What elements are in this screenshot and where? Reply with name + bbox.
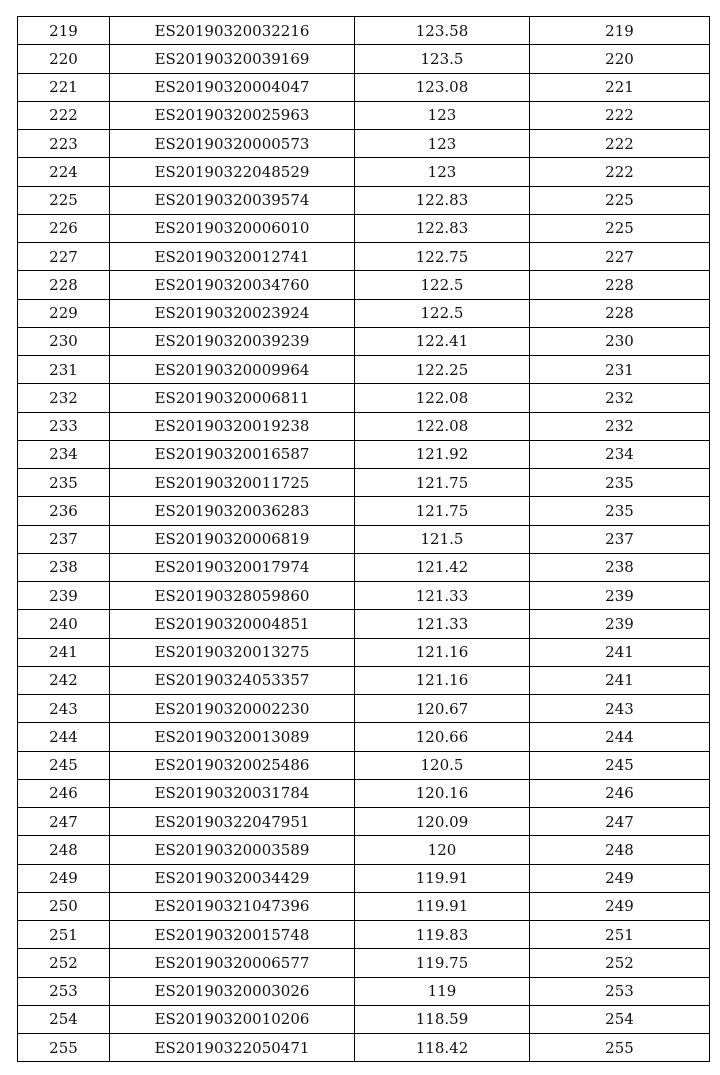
table-row (18, 412, 710, 440)
table-row (18, 356, 710, 384)
registration-number-cell: ES20190320034429 (110, 864, 355, 892)
registration-number-cell: ES20190320023924 (110, 299, 355, 327)
table-row (18, 299, 710, 327)
registration-number-cell: ES20190320013275 (110, 638, 355, 666)
serial-number-cell: 251 (18, 921, 110, 949)
score-cell: 123.08 (355, 73, 530, 101)
rank-cell: 222 (530, 130, 710, 158)
score-cell: 120.16 (355, 779, 530, 807)
rank-cell: 248 (530, 836, 710, 864)
registration-number-cell: ES20190322047951 (110, 808, 355, 836)
rank-cell: 227 (530, 243, 710, 271)
table-row (18, 921, 710, 949)
rank-cell: 222 (530, 101, 710, 129)
score-cell: 123 (355, 130, 530, 158)
registration-number-cell: ES20190320003589 (110, 836, 355, 864)
serial-number-cell: 250 (18, 892, 110, 920)
table-body (18, 17, 710, 1062)
serial-number-cell: 225 (18, 186, 110, 214)
serial-number-cell: 255 (18, 1034, 110, 1062)
score-cell: 118.42 (355, 1034, 530, 1062)
registration-number-cell: ES20190321047396 (110, 892, 355, 920)
serial-number-cell: 240 (18, 610, 110, 638)
rank-cell: 225 (530, 214, 710, 242)
serial-number-cell: 235 (18, 469, 110, 497)
rank-cell: 249 (530, 864, 710, 892)
rank-cell: 228 (530, 299, 710, 327)
table-row (18, 977, 710, 1005)
score-cell: 119.75 (355, 949, 530, 977)
table-row (18, 582, 710, 610)
score-cell: 121.75 (355, 469, 530, 497)
registration-number-cell: ES20190324053357 (110, 666, 355, 694)
rank-cell: 255 (530, 1034, 710, 1062)
registration-number-cell: ES20190320000573 (110, 130, 355, 158)
table-row (18, 243, 710, 271)
score-cell: 121.92 (355, 440, 530, 468)
registration-number-cell: ES20190320015748 (110, 921, 355, 949)
serial-number-cell: 247 (18, 808, 110, 836)
registration-number-cell: ES20190320039574 (110, 186, 355, 214)
serial-number-cell: 234 (18, 440, 110, 468)
score-cell: 122.5 (355, 299, 530, 327)
rank-cell: 232 (530, 384, 710, 412)
table-row (18, 892, 710, 920)
serial-number-cell: 231 (18, 356, 110, 384)
registration-number-cell: ES20190320016587 (110, 440, 355, 468)
score-cell: 123 (355, 158, 530, 186)
score-cell: 119.83 (355, 921, 530, 949)
rank-cell: 245 (530, 751, 710, 779)
table-row (18, 497, 710, 525)
rank-cell: 234 (530, 440, 710, 468)
rank-cell: 230 (530, 327, 710, 355)
registration-number-cell: ES20190328059860 (110, 582, 355, 610)
serial-number-cell: 227 (18, 243, 110, 271)
score-cell: 122.25 (355, 356, 530, 384)
score-cell: 119.91 (355, 892, 530, 920)
table-row (18, 214, 710, 242)
score-cell: 121.42 (355, 553, 530, 581)
registration-number-cell: ES20190320017974 (110, 553, 355, 581)
table-row (18, 101, 710, 129)
rank-cell: 231 (530, 356, 710, 384)
serial-number-cell: 238 (18, 553, 110, 581)
registration-number-cell: ES20190320002230 (110, 695, 355, 723)
score-cell: 119.91 (355, 864, 530, 892)
score-cell: 120.5 (355, 751, 530, 779)
table-row (18, 864, 710, 892)
registration-number-cell: ES20190320004851 (110, 610, 355, 638)
score-cell: 122.08 (355, 412, 530, 440)
table-row (18, 186, 710, 214)
rank-cell: 244 (530, 723, 710, 751)
table-row (18, 553, 710, 581)
results-table (17, 16, 710, 1062)
table-row (18, 384, 710, 412)
rank-cell: 252 (530, 949, 710, 977)
rank-cell: 222 (530, 158, 710, 186)
registration-number-cell: ES20190320034760 (110, 271, 355, 299)
rank-cell: 243 (530, 695, 710, 723)
score-cell: 120.67 (355, 695, 530, 723)
table-row (18, 695, 710, 723)
score-cell: 122.83 (355, 214, 530, 242)
registration-number-cell: ES20190320006819 (110, 525, 355, 553)
table-row (18, 610, 710, 638)
score-cell: 123.58 (355, 17, 530, 45)
table-row (18, 45, 710, 73)
rank-cell: 239 (530, 582, 710, 610)
table-row (18, 440, 710, 468)
registration-number-cell: ES20190320036283 (110, 497, 355, 525)
registration-number-cell: ES20190320004047 (110, 73, 355, 101)
serial-number-cell: 241 (18, 638, 110, 666)
rank-cell: 253 (530, 977, 710, 1005)
score-cell: 122.41 (355, 327, 530, 355)
score-cell: 121.75 (355, 497, 530, 525)
serial-number-cell: 228 (18, 271, 110, 299)
rank-cell: 219 (530, 17, 710, 45)
registration-number-cell: ES20190320025963 (110, 101, 355, 129)
serial-number-cell: 239 (18, 582, 110, 610)
serial-number-cell: 226 (18, 214, 110, 242)
rank-cell: 235 (530, 469, 710, 497)
table-row (18, 271, 710, 299)
rank-cell: 237 (530, 525, 710, 553)
score-cell: 120.09 (355, 808, 530, 836)
registration-number-cell: ES20190320006010 (110, 214, 355, 242)
serial-number-cell: 232 (18, 384, 110, 412)
score-cell: 122.5 (355, 271, 530, 299)
table-row (18, 723, 710, 751)
serial-number-cell: 246 (18, 779, 110, 807)
score-cell: 121.5 (355, 525, 530, 553)
rank-cell: 239 (530, 610, 710, 638)
registration-number-cell: ES20190320013089 (110, 723, 355, 751)
registration-number-cell: ES20190322048529 (110, 158, 355, 186)
rank-cell: 246 (530, 779, 710, 807)
registration-number-cell: ES20190320006811 (110, 384, 355, 412)
serial-number-cell: 243 (18, 695, 110, 723)
table-row (18, 779, 710, 807)
rank-cell: 241 (530, 638, 710, 666)
rank-cell: 249 (530, 892, 710, 920)
score-cell: 123.5 (355, 45, 530, 73)
rank-cell: 235 (530, 497, 710, 525)
registration-number-cell: ES20190320009964 (110, 356, 355, 384)
score-cell: 123 (355, 101, 530, 129)
table-row (18, 1005, 710, 1033)
score-cell: 122.75 (355, 243, 530, 271)
registration-number-cell: ES20190320039239 (110, 327, 355, 355)
table-row (18, 638, 710, 666)
registration-number-cell: ES20190320019238 (110, 412, 355, 440)
serial-number-cell: 233 (18, 412, 110, 440)
score-cell: 118.59 (355, 1005, 530, 1033)
table-row (18, 469, 710, 497)
registration-number-cell: ES20190320032216 (110, 17, 355, 45)
score-cell: 119 (355, 977, 530, 1005)
registration-number-cell: ES20190322050471 (110, 1034, 355, 1062)
table-row (18, 158, 710, 186)
score-cell: 121.33 (355, 582, 530, 610)
rank-cell: 228 (530, 271, 710, 299)
rank-cell: 221 (530, 73, 710, 101)
score-cell: 121.33 (355, 610, 530, 638)
serial-number-cell: 254 (18, 1005, 110, 1033)
score-cell: 122.83 (355, 186, 530, 214)
serial-number-cell: 229 (18, 299, 110, 327)
registration-number-cell: ES20190320025486 (110, 751, 355, 779)
table-row (18, 525, 710, 553)
score-cell: 120 (355, 836, 530, 864)
registration-number-cell: ES20190320006577 (110, 949, 355, 977)
rank-cell: 254 (530, 1005, 710, 1033)
serial-number-cell: 253 (18, 977, 110, 1005)
score-cell: 122.08 (355, 384, 530, 412)
rank-cell: 225 (530, 186, 710, 214)
table-row (18, 1034, 710, 1062)
registration-number-cell: ES20190320031784 (110, 779, 355, 807)
serial-number-cell: 230 (18, 327, 110, 355)
table-row (18, 949, 710, 977)
registration-number-cell: ES20190320010206 (110, 1005, 355, 1033)
table-row (18, 17, 710, 45)
score-cell: 121.16 (355, 638, 530, 666)
score-cell: 121.16 (355, 666, 530, 694)
registration-number-cell: ES20190320011725 (110, 469, 355, 497)
serial-number-cell: 223 (18, 130, 110, 158)
table-row (18, 836, 710, 864)
table-row (18, 751, 710, 779)
serial-number-cell: 221 (18, 73, 110, 101)
table-row (18, 327, 710, 355)
rank-cell: 251 (530, 921, 710, 949)
serial-number-cell: 224 (18, 158, 110, 186)
registration-number-cell: ES20190320012741 (110, 243, 355, 271)
serial-number-cell: 244 (18, 723, 110, 751)
table-row (18, 666, 710, 694)
registration-number-cell: ES20190320003026 (110, 977, 355, 1005)
serial-number-cell: 242 (18, 666, 110, 694)
serial-number-cell: 252 (18, 949, 110, 977)
serial-number-cell: 248 (18, 836, 110, 864)
table-row (18, 73, 710, 101)
serial-number-cell: 245 (18, 751, 110, 779)
rank-cell: 220 (530, 45, 710, 73)
rank-cell: 247 (530, 808, 710, 836)
table-row (18, 130, 710, 158)
serial-number-cell: 236 (18, 497, 110, 525)
rank-cell: 241 (530, 666, 710, 694)
table-row (18, 808, 710, 836)
serial-number-cell: 219 (18, 17, 110, 45)
serial-number-cell: 220 (18, 45, 110, 73)
registration-number-cell: ES20190320039169 (110, 45, 355, 73)
serial-number-cell: 222 (18, 101, 110, 129)
serial-number-cell: 237 (18, 525, 110, 553)
score-cell: 120.66 (355, 723, 530, 751)
rank-cell: 232 (530, 412, 710, 440)
rank-cell: 238 (530, 553, 710, 581)
serial-number-cell: 249 (18, 864, 110, 892)
